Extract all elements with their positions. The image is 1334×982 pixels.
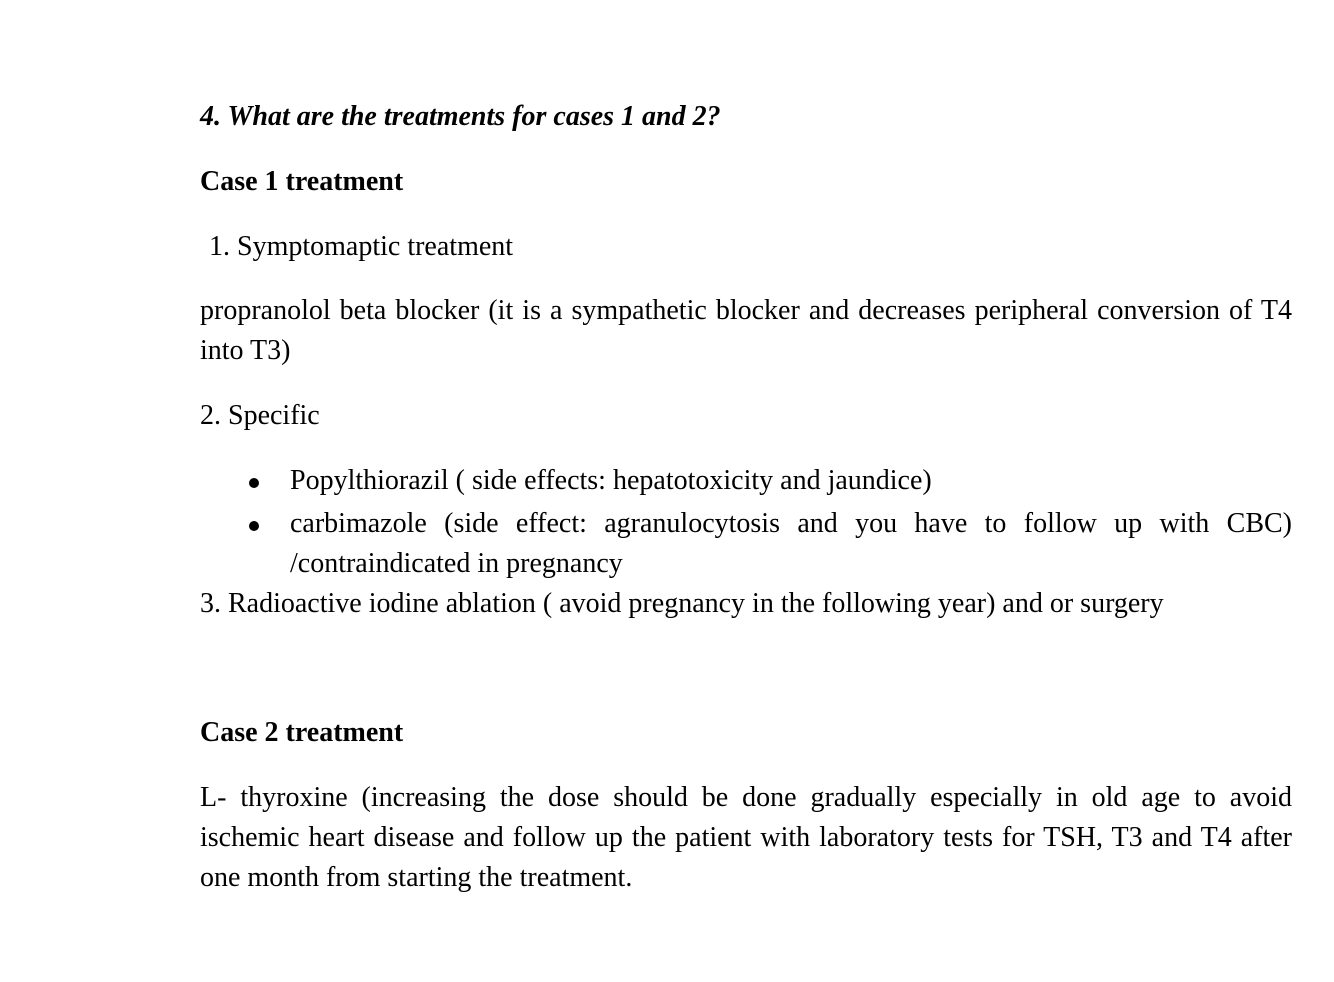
case-2-heading: Case 2 treatment — [200, 717, 404, 748]
question-heading: 4. What are the treatments for cases 1 and 2? — [200, 101, 721, 132]
bullet-icon — [249, 521, 259, 531]
case-1-heading: Case 1 treatment — [200, 166, 404, 197]
list-item — [200, 504, 1292, 584]
bullet-text-carbimazole: carbimazole (side effect: agranulocytosis and you have to follow up with CBC) /contraindicated in pregnancy — [290, 508, 1292, 579]
bullet-text-propylthiouracil: Popylthiorazil ( side effects: hepatotoxicity and jaundice) — [290, 465, 932, 496]
propranolol-paragraph: propranolol beta blocker (it is a sympathetic blocker and decreases peripheral conversion of T4 into T3) — [200, 295, 1292, 366]
specific-treatment-item: 2. Specific — [200, 400, 320, 431]
bullet-icon — [249, 478, 259, 488]
symptomatic-treatment-item: 1. Symptomaptic treatment — [209, 231, 514, 262]
thyroxine-paragraph: L- thyroxine (increasing the dose should be done gradually especially in old age to avoid ischemic heart disease and follow up the patient with laboratory tests for TSH, T3 and T4 after one month from starting the treatment. — [200, 782, 1292, 893]
specific-treatment-list — [200, 461, 1292, 587]
radioactive-iodine-item: 3. Radioactive iodine ablation ( avoid pregnancy in the following year) and or surgery — [200, 588, 1164, 619]
list-item — [200, 461, 1292, 501]
